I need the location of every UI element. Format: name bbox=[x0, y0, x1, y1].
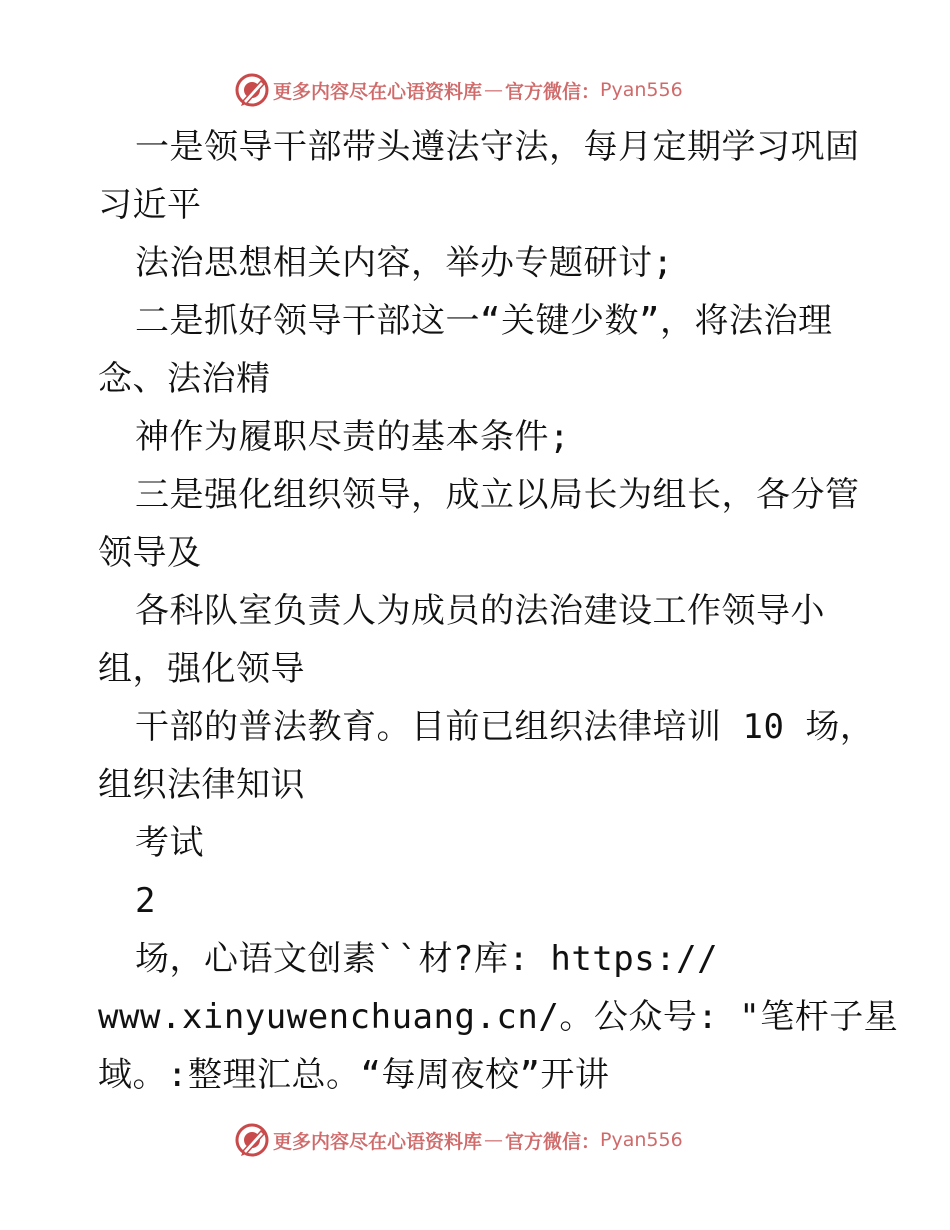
body-line: 神作为履职尽责的基本条件; bbox=[135, 417, 570, 457]
body-line: 法治思想相关内容，举办专题研讨; bbox=[135, 243, 674, 283]
body-line: 场，心语文创素``材?库: https:// bbox=[135, 939, 719, 979]
footer-separator: — bbox=[484, 1129, 504, 1151]
body-line: 领导及 bbox=[98, 533, 202, 573]
footer-brand-text: 更多内容尽在心语资料库 bbox=[273, 1130, 483, 1153]
header-banner bbox=[235, 72, 683, 108]
pen-logo-icon bbox=[235, 1123, 269, 1157]
footer-wechat-id: Pyan556 bbox=[600, 1129, 683, 1151]
pen-logo-icon bbox=[235, 73, 269, 107]
header-wechat-label: 官方微信： bbox=[505, 80, 601, 103]
header-separator: — bbox=[484, 79, 504, 101]
body-line: 考试 bbox=[135, 823, 204, 863]
body-text bbox=[98, 118, 899, 1104]
header-wechat-id: Pyan556 bbox=[600, 79, 683, 101]
body-line: 组织法律知识 bbox=[98, 765, 305, 805]
body-line: 念、法治精 bbox=[98, 359, 271, 399]
footer-wechat-label: 官方微信： bbox=[505, 1130, 601, 1153]
body-line: 干部的普法教育。目前已组织法律培训 10 场， bbox=[135, 707, 875, 747]
body-line: 2 bbox=[135, 881, 156, 921]
body-line: 习近平 bbox=[98, 185, 202, 225]
header-brand-text: 更多内容尽在心语资料库 bbox=[273, 80, 483, 103]
body-line: 二是抓好领导干部这一“关键少数”，将法治理 bbox=[135, 301, 833, 341]
body-line: 三是强化组织领导，成立以局长为组长，各分管 bbox=[135, 475, 860, 515]
body-line: 域。:整理汇总。“每周夜校”开讲 bbox=[98, 1055, 610, 1095]
body-line: 各科队室负责人为成员的法治建设工作领导小 bbox=[135, 591, 825, 631]
footer-banner bbox=[235, 1122, 683, 1158]
body-line: www.xinyuwenchuang.cn/。公众号: "笔杆子星 bbox=[98, 997, 899, 1037]
body-line: 一是领导干部带头遵法守法，每月定期学习巩固 bbox=[135, 127, 860, 167]
body-line: 组，强化领导 bbox=[98, 649, 305, 689]
